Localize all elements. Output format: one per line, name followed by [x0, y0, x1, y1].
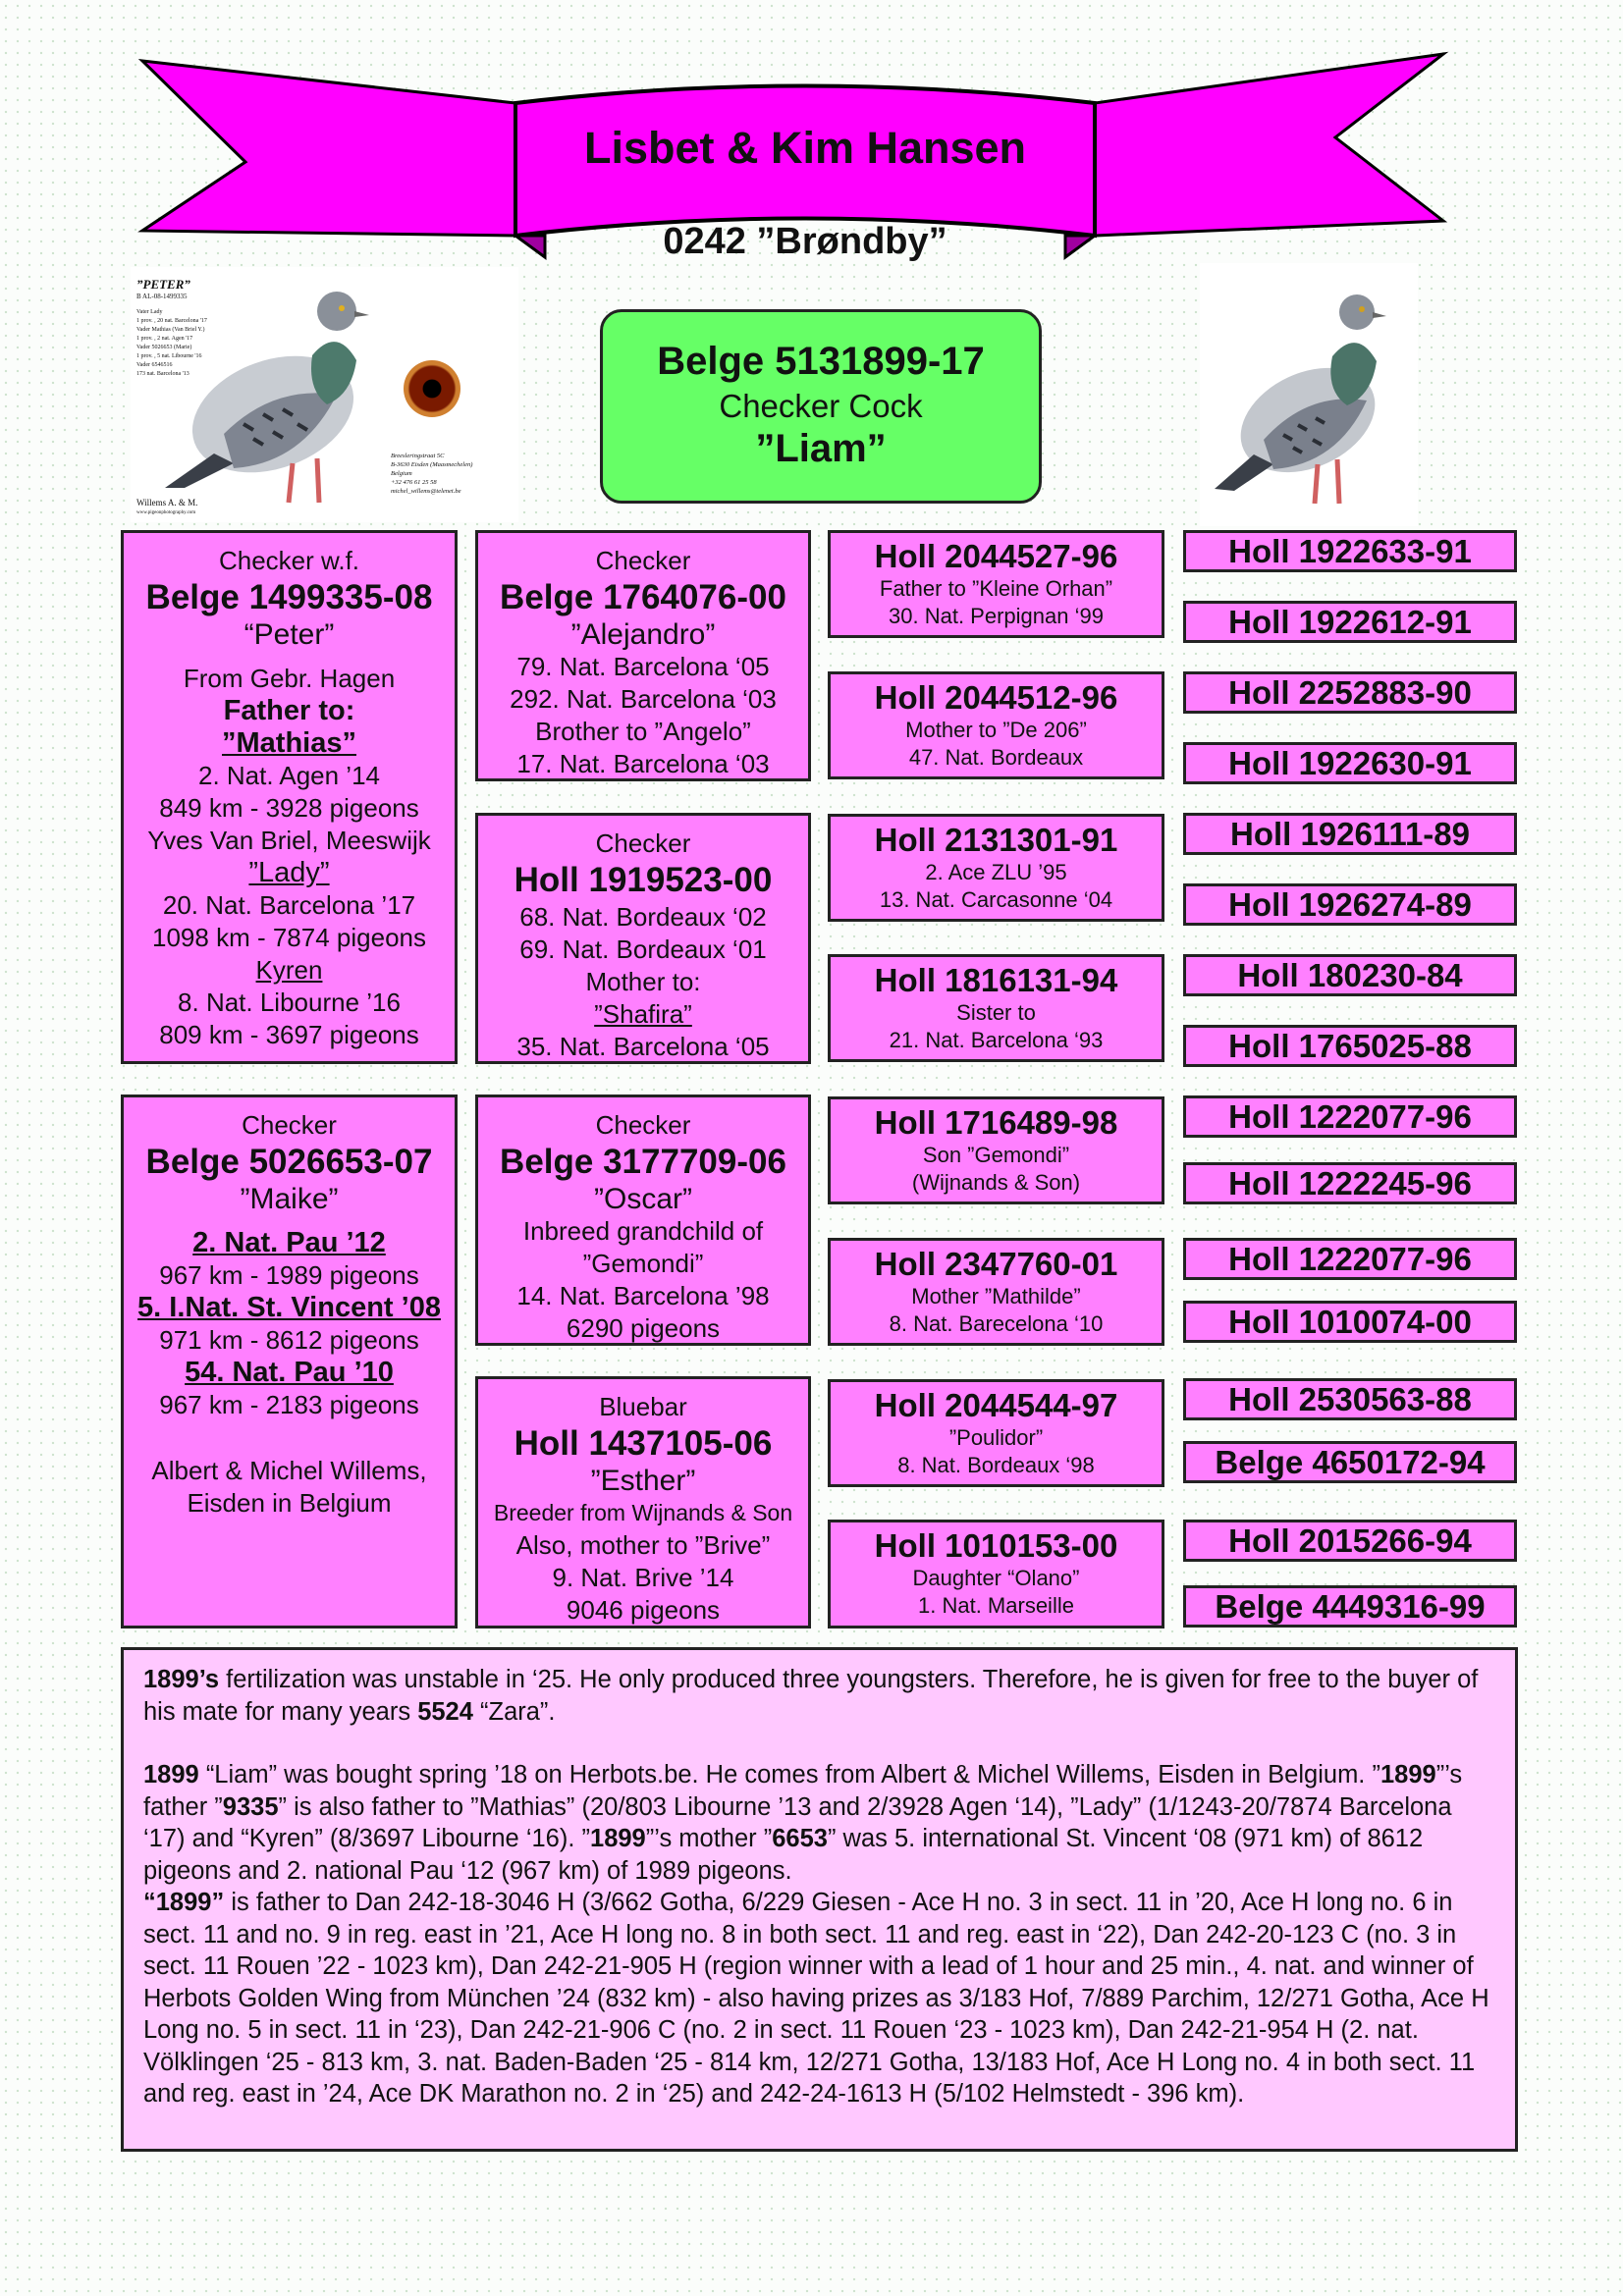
pigeon-card-peter	[131, 267, 518, 522]
gggp-box: Belge 4650172-94	[1183, 1441, 1517, 1483]
sire-ring: Belge 1499335-08	[145, 578, 433, 616]
pigeon-photo-peter	[155, 267, 410, 522]
sire-name: “Peter”	[243, 618, 335, 651]
gggp-box: Holl 2015266-94	[1183, 1520, 1517, 1562]
paragraph-fertility: 1899’s fertilization was unstable in ‘25. He only produced three youngsters. Therefore, he is given for free to the buyer of his mate for many years 5524 “Zara”.	[143, 1666, 1479, 1726]
ggp-box: Holl 2044544-97 ”Poulidor” 8. Nat. Bordeaux ‘98	[828, 1379, 1164, 1487]
subject-ring: Belge 5131899-17	[657, 340, 985, 383]
card-notes: Vater Lady 1 prov. , 20 nat. Barcelona '17 Vader Mathias (Van Briel Y.) 1 prov. , 2 nat. Agen '17 Vader 5026653 (Marie) 1 prov. , 5 nat. Libourne '16 Vader 6546516 173 nat. Barcelona '13	[136, 309, 207, 377]
gggp-box: Holl 1922633-91	[1183, 530, 1517, 572]
dam-box: Checker Belge 5026653-07 ”Maike” 2. Nat. Pau ’12 967 km - 1989 pigeons 5. I.Nat. St. Vincent ’08 971 km - 8612 pigeons 54. Nat. Pau ’10 967 km - 2183 pigeons Albert & Michel Willems, Eisden in Belgium	[121, 1095, 458, 1629]
gggp-box: Holl 1922612-91	[1183, 601, 1517, 643]
gggp-box: Belge 4449316-99	[1183, 1585, 1517, 1628]
gggp-box: Holl 1222077-96	[1183, 1095, 1517, 1138]
gggp-box: Holl 1926111-89	[1183, 813, 1517, 855]
granddam-2-box: Bluebar Holl 1437105-06 ”Esther” Breeder from Wijnands & Son Also, mother to ”Brive” 9. Nat. Brive ’14 9046 pigeons	[475, 1376, 811, 1629]
card-ring: B AL-08-1499335	[136, 293, 188, 300]
ggp-box: Holl 1816131-94 Sister to 21. Nat. Barcelona ‘93	[828, 954, 1164, 1062]
owner-name: Lisbet & Kim Hansen	[583, 123, 1027, 173]
subject-box	[600, 309, 1042, 504]
gggp-box: Holl 2252883-90	[1183, 671, 1517, 714]
ggp-box: Holl 2044527-96 Father to ”Kleine Orhan” 30. Nat. Perpignan ‘99	[828, 530, 1164, 638]
subject-name: ”Liam”	[755, 427, 887, 470]
ggp-box: Holl 2044512-96 Mother to ”De 206” 47. Nat. Bordeaux	[828, 671, 1164, 779]
card-address: Breesleringstraat 5C B-3630 Eisden (Maasmechelen) Belgium +32 476 61 25 58 michel_willems@telenet.be	[391, 453, 473, 495]
grandsire-2-box: Checker Belge 3177709-06 ”Oscar” Inbreed grandchild of ”Gemondi” 14. Nat. Barcelona ’98 6290 pigeons	[475, 1095, 811, 1346]
gggp-box: Holl 1765025-88	[1183, 1025, 1517, 1067]
eye-photo	[404, 360, 460, 417]
gggp-box: Holl 1010074-00	[1183, 1301, 1517, 1343]
grandsire-1-box: Checker Belge 1764076-00 ”Alejandro” 79. Nat. Barcelona ‘05 292. Nat. Barcelona ‘03 Brother to ”Angelo” 17. Nat. Barcelona ‘03	[475, 530, 811, 781]
card-title: ”PETER”	[136, 277, 190, 292]
gggp-box: Holl 180230-84	[1183, 954, 1517, 996]
gggp-box: Holl 2530563-88	[1183, 1378, 1517, 1420]
sire-box: Checker w.f. Belge 1499335-08 “Peter” From Gebr. Hagen Father to: ”Mathias” 2. Nat. Agen ’14 849 km - 3928 pigeons Yves Van Briel, Meeswijk ”Lady” 20. Nat. Barcelona ’17 1098 km - 7874 pigeons Kyren 8. Nat. Libourne ’16 809 km - 3697 pigeons	[121, 530, 458, 1064]
ggp-box: Holl 2347760-01 Mother ”Mathilde” 8. Nat. Barecelona ‘10	[828, 1238, 1164, 1346]
ggp-box: Holl 2131301-91 2. Ace ZLU ’95 13. Nat. Carcasonne ‘04	[828, 814, 1164, 922]
description-box	[121, 1647, 1518, 2152]
sire-color: Checker w.f.	[218, 546, 360, 575]
gggp-box: Holl 1922630-91	[1183, 742, 1517, 784]
card-footer: Willems A. & M.	[136, 498, 198, 507]
pigeon-photo-liam	[1200, 263, 1418, 526]
gggp-box: Holl 1222077-96	[1183, 1238, 1517, 1280]
ggp-box: Holl 1716489-98 Son ”Gemondi” (Wijnands & Son)	[828, 1096, 1164, 1204]
ggp-box: Holl 1010153-00 Daughter “Olano” 1. Nat. Marseille	[828, 1520, 1164, 1629]
paragraph-origin: 1899 “Liam” was bought spring ’18 on Herbots.be. He comes from Albert & Michel Willems, Eisden in Belgium. ”1899”’s father ”9335” is also father to ”Mathias” (20/803 Libourne ’13 and 2/3928 Agen ‘14), ”Lady” (1/1243-20/7874 Barcelona ‘17) and “Kyren” (8/3697 Libourne ‘16). ”1899”’s mother ”6653” was 5. international St. Vincent ‘08 (971 km) of 8612 pigeons and 2. national Pau ‘12 (967 km) of 1989 pigeons.	[143, 1761, 1463, 1885]
gggp-box: Holl 1926274-89	[1183, 883, 1517, 926]
granddam-1-box: Checker Holl 1919523-00 68. Nat. Bordeaux ‘02 69. Nat. Bordeaux ‘01 Mother to: ”Shafira” 35. Nat. Barcelona ‘05	[475, 813, 811, 1064]
subject-color: Checker Cock	[719, 388, 923, 424]
dam-ring: Belge 5026653-07	[145, 1143, 433, 1181]
card-website: www.pigeonphotography.com	[136, 510, 196, 515]
gggp-box: Holl 1222245-96	[1183, 1162, 1517, 1204]
loft-name: 0242 ”Brøndby”	[663, 221, 947, 262]
paragraph-offspring: “1899” is father to Dan 242-18-3046 H (3/662 Gotha, 6/229 Giesen - Ace H no. 3 in sect. 11 in ’20, Ace H long no. 6 in sect. 11 and no. 9 in reg. east in ’21, Ace H long no. 8 in both sect. 11 and reg. east in ‘22), Dan 242-20-123 C (no. 3 in sect. 11 Rouen ’22 - 1023 km), Dan 242-21-905 H (region winner with a lead of 1 hour and 25 min., 4. nat. and winner of Herbots Golden Wing from München ’24 (832 km) - also having prizes as 3/183 Hof, 7/889 Parchim, 12/271 Gotha, Ace H Long no. 5 in sect. 11 in ‘23), Dan 242-21-906 C (no. 2 in sect. 11 Rouen ‘23 - 1023 km), Dan 242-21-954 H (2. nat. Völklingen ‘25 - 813 km, 3. nat. Baden-Baden ‘25 - 814 km, 12/271 Gotha, 13/183 Hof, Ace H Long no. 4 in both sect. 11 and reg. east in ’24, Ace DK Marathon no. 2 in ‘25) and 242-24-1613 H (5/102 Helmstedt - 396 km).	[143, 1889, 1489, 2108]
